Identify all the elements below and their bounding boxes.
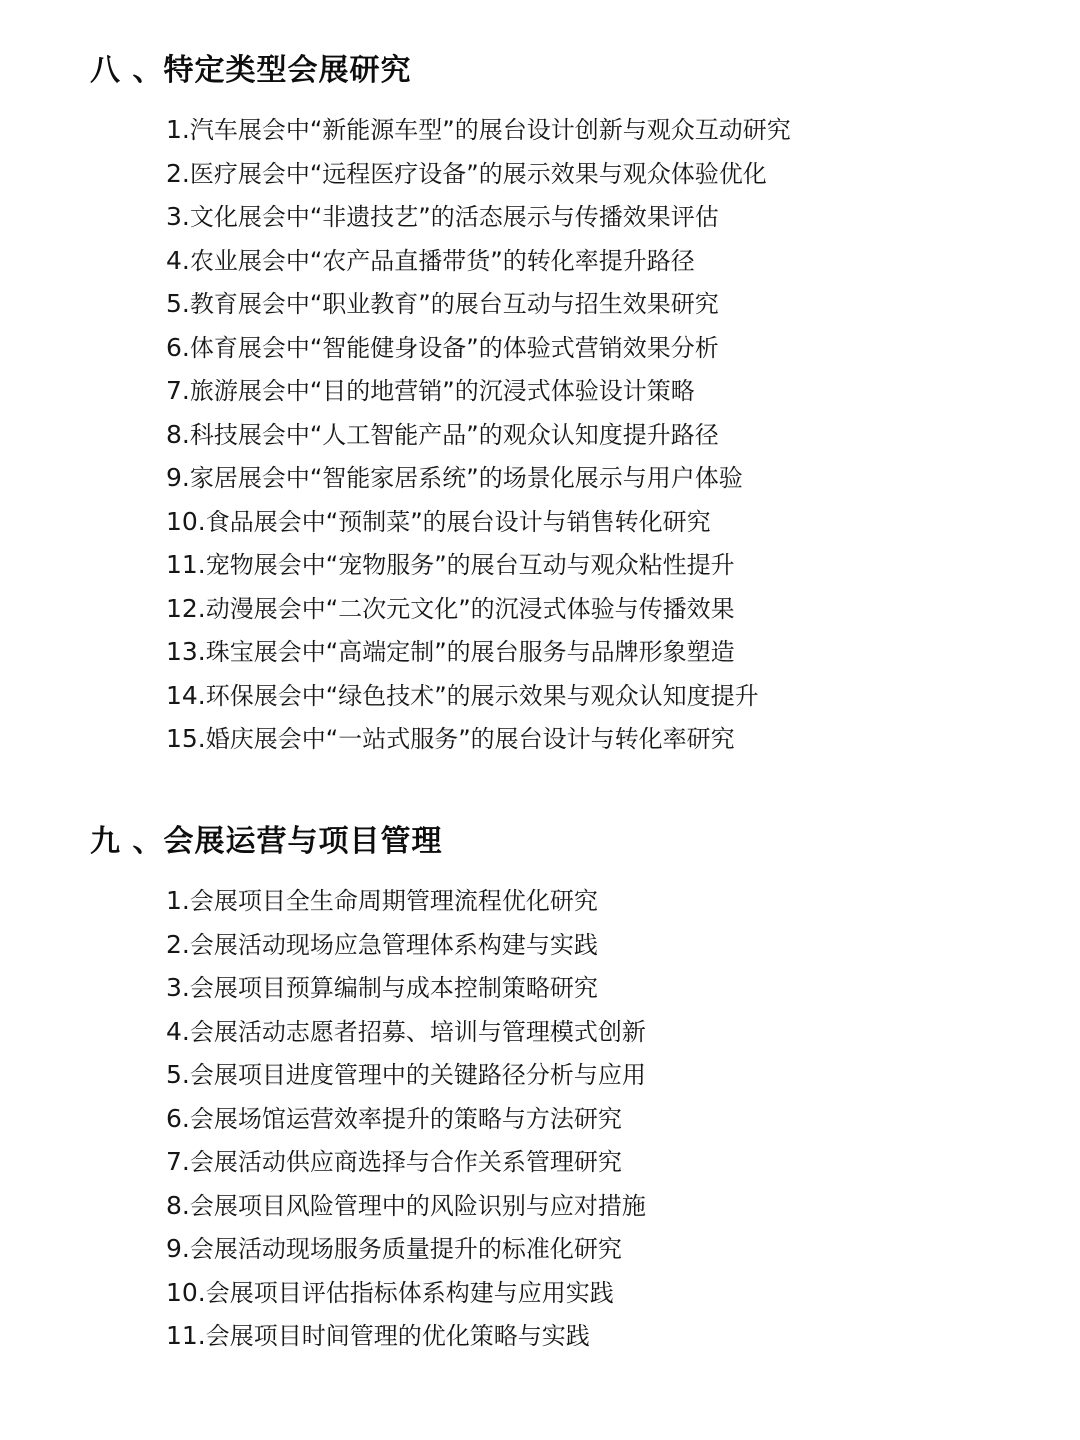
list-item: 8.科技展会中“人工智能产品”的观众认知度提升路径	[166, 419, 719, 449]
list-item: 7.会展活动供应商选择与合作关系管理研究	[166, 1147, 622, 1176]
list-item: 10.会展项目评估指标体系构建与应用实践	[166, 1277, 614, 1307]
list-item: 12.动漫展会中“二次元文化”的沉浸式体验与传播效果	[166, 593, 735, 623]
list-item: 4.会展活动志愿者招募、培训与管理模式创新	[166, 1016, 646, 1046]
list-item: 3.会展项目预算编制与成本控制策略研究	[166, 973, 598, 1002]
list-item: 9.家居展会中“智能家居系统”的场景化展示与用户体验	[166, 463, 743, 492]
list-item: 14.环保展会中“绿色技术”的展示效果与观众认知度提升	[166, 680, 759, 710]
list-item: 10.食品展会中“预制菜”的展台设计与销售转化研究	[166, 506, 711, 536]
list-item: 1.汽车展会中“新能源车型”的展台设计创新与观众互动研究	[166, 115, 791, 144]
topic-list	[166, 108, 791, 761]
list-item: 8.会展项目风险管理中的风险识别与应对措施	[166, 1190, 646, 1220]
topic-list	[166, 879, 646, 1358]
list-item: 2.医疗展会中“远程医疗设备”的展示效果与观众体验优化	[166, 158, 767, 188]
list-item: 15.婚庆展会中“一站式服务”的展台设计与转化率研究	[166, 724, 735, 753]
section-title: 八 、特定类型会展研究	[90, 53, 412, 88]
list-item: 9.会展活动现场服务质量提升的标准化研究	[166, 1234, 622, 1263]
list-item: 2.会展活动现场应急管理体系构建与实践	[166, 929, 598, 959]
list-item: 6.体育展会中“智能健身设备”的体验式营销效果分析	[166, 332, 719, 362]
list-item: 11.宠物展会中“宠物服务”的展台互动与观众粘性提升	[166, 550, 735, 579]
list-item: 11.会展项目时间管理的优化策略与实践	[166, 1321, 590, 1350]
list-item: 5.会展项目进度管理中的关键路径分析与应用	[166, 1060, 646, 1089]
list-item: 7.旅游展会中“目的地营销”的沉浸式体验设计策略	[166, 376, 695, 405]
list-item: 4.农业展会中“农产品直播带货”的转化率提升路径	[166, 245, 695, 275]
list-item: 13.珠宝展会中“高端定制”的展台服务与品牌形象塑造	[166, 637, 735, 666]
section-title: 九 、会展运营与项目管理	[90, 824, 443, 859]
list-item: 5.教育展会中“职业教育”的展台互动与招生效果研究	[166, 289, 719, 318]
list-item: 6.会展场馆运营效率提升的策略与方法研究	[166, 1103, 622, 1133]
list-item: 3.文化展会中“非遗技艺”的活态展示与传播效果评估	[166, 202, 719, 231]
list-item: 1.会展项目全生命周期管理流程优化研究	[166, 886, 598, 915]
